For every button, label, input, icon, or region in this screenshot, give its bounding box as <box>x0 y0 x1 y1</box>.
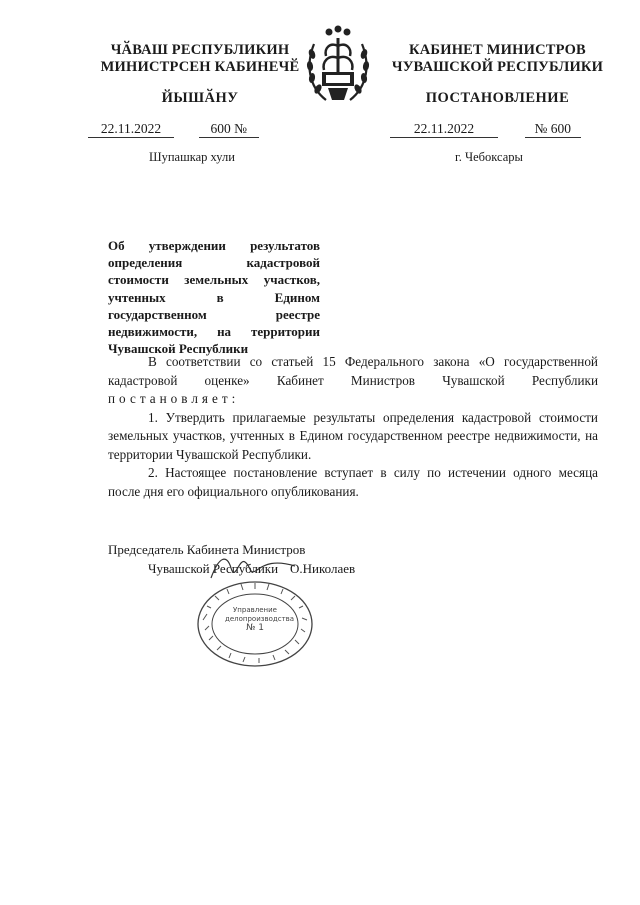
header-left-line2: МИНИСТРСЕН КАБИНЕЧӖ <box>100 59 300 75</box>
right-number: № 600 <box>525 121 581 138</box>
right-date: 22.11.2022 <box>390 121 498 138</box>
emblem-icon <box>304 24 372 108</box>
paragraph-1-text: В соответствии со статьей 15 Федерального закона «О государственной кадастровой оценке» Кабинет Министров Чувашской Республики <box>108 354 598 388</box>
city-left: Шупашкар хули <box>149 150 235 164</box>
header-right-line2: ЧУВАШСКОЙ РЕСПУБЛИКИ <box>391 59 604 75</box>
header-right-line1: КАБИНЕТ МИНИСТРОВ <box>409 42 586 58</box>
header-left <box>95 42 305 76</box>
stamp-line2: делопроизводства <box>225 615 295 623</box>
signature-name: О.Николаев <box>290 561 356 576</box>
paragraph-3: 2. Настоящее постановление вступает в силу по истечении одного месяца после дня его официального опубликования. <box>108 465 598 499</box>
left-date-number <box>88 121 259 138</box>
header-right <box>385 42 610 76</box>
document-title: Об утверждении результатов определения кадастровой стоимости земельных участков, учтенных в Едином государственном реестре недвижимости, на территории Чувашской Республики <box>108 238 320 357</box>
city-right: г. Чебоксары <box>455 150 523 164</box>
stamp-line3: № 1 <box>246 623 264 633</box>
left-date: 22.11.2022 <box>88 121 174 138</box>
signature-title-line1: Председатель Кабинета Министров <box>108 542 306 557</box>
stamp-text <box>225 606 295 633</box>
paragraph-2: 1. Утвердить прилагаемые результаты определения кадастровой стоимости земельных участков, учтенных в Едином государственном реестре недвижимости, на территории Чувашской Республики. <box>108 409 598 462</box>
doctype-left: ЙЫШӐНУ <box>161 90 239 106</box>
official-stamp <box>195 580 315 668</box>
document-body <box>108 353 598 501</box>
doctype-right: ПОСТАНОВЛЕНИЕ <box>425 90 570 106</box>
left-number: 600 № <box>199 121 259 138</box>
right-date-number <box>390 121 581 138</box>
stamp-line1: Управление <box>233 606 277 614</box>
paragraph-1 <box>108 353 598 409</box>
header-left-line1: ЧӐВАШ РЕСПУБЛИКИН <box>110 42 290 58</box>
signature-title-line2: Чувашской Республики <box>148 561 279 576</box>
paragraph-1-spaced: постановляет: <box>108 391 240 406</box>
